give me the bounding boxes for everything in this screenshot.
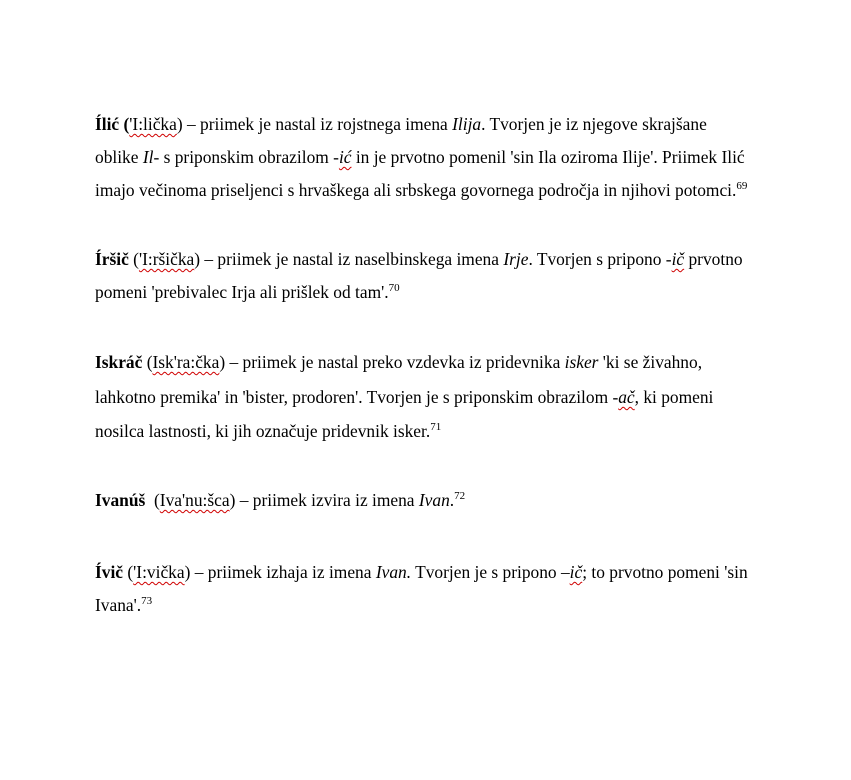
text: Tvorjen je s pripono – xyxy=(411,562,570,582)
text: 'ki se živahno, xyxy=(598,352,703,372)
text: ) – priimek izhaja iz imena xyxy=(184,562,376,582)
entry-line xyxy=(95,484,825,520)
text: ) – priimek je nastal preko vzdevka iz pridevnika xyxy=(219,352,565,372)
entry-line xyxy=(95,346,825,379)
pronunciation: 'I:vička xyxy=(133,562,185,582)
entry-ivic xyxy=(95,556,825,625)
text: . xyxy=(449,490,455,510)
pronunciation: 'I:lička xyxy=(129,114,177,134)
text: ) – priimek je nastal iz naselbinskega imena xyxy=(194,249,504,269)
footnote-ref[interactable]: 73 xyxy=(141,595,153,607)
entry-line xyxy=(95,589,825,625)
text: . Tvorjen je iz njegove skrajšane xyxy=(481,114,707,134)
entry-line xyxy=(95,276,825,312)
suffix: ić xyxy=(338,147,352,167)
text: imajo večinoma priseljenci s hrvaškega ali srbskega govornega področja in njihovi potomci. xyxy=(95,180,737,200)
open-paren: ( xyxy=(145,490,160,510)
document-page xyxy=(95,108,825,625)
text: Ivana'. xyxy=(95,595,142,615)
headword: Ivanúš xyxy=(95,490,146,510)
entry-line xyxy=(95,174,825,210)
headword: Ívič xyxy=(95,562,124,582)
entry-line xyxy=(95,379,825,415)
suffix: ač xyxy=(618,387,635,407)
suffix: ič xyxy=(569,562,583,582)
text: , ki pomeni xyxy=(634,387,714,407)
text: ) – priimek izvira iz imena xyxy=(229,490,419,510)
footnote-ref[interactable]: 69 xyxy=(736,180,748,192)
source-word: isker xyxy=(564,352,599,372)
text: . Tvorjen s pripono - xyxy=(528,249,672,269)
text: ; to prvotno pomeni 'sin xyxy=(582,562,748,582)
entry-line xyxy=(95,556,825,589)
text: pomeni 'prebivalec Irja ali prišlek od tam'. xyxy=(95,282,389,302)
text: s priponskim obrazilom - xyxy=(159,147,339,167)
headword: Iskráč xyxy=(95,352,143,372)
pronunciation: Isk'ra:čka xyxy=(152,352,220,372)
entry-ivanus xyxy=(95,484,825,520)
open-paren: ( xyxy=(119,114,130,134)
footnote-ref[interactable]: 71 xyxy=(430,421,442,433)
source-name: Ilija xyxy=(452,114,482,134)
text: nosilca lastnosti, ki jih označuje pridevnik isker. xyxy=(95,421,431,441)
entry-line xyxy=(95,415,825,451)
text: prvotno xyxy=(684,249,743,269)
text: ) – priimek je nastal iz rojstnega imena xyxy=(176,114,453,134)
source-name: Irje xyxy=(503,249,529,269)
entry-line xyxy=(95,108,825,141)
entry-irsic xyxy=(95,243,825,312)
suffix: ič xyxy=(671,249,685,269)
entry-line xyxy=(95,243,825,276)
text: oblike xyxy=(95,147,143,167)
footnote-ref[interactable]: 70 xyxy=(388,282,400,294)
text: lahkotno premika' in 'bister, prodoren'. Tvorjen je s priponskim obrazilom - xyxy=(95,387,619,407)
open-paren: ( xyxy=(128,249,139,269)
short-form: Il- xyxy=(142,147,160,167)
headword: Ílić xyxy=(95,114,120,134)
footnote-ref[interactable]: 72 xyxy=(454,490,466,502)
entry-ilic xyxy=(95,108,825,210)
entry-iskrac xyxy=(95,346,825,451)
pronunciation: Iva'nu:šca xyxy=(159,490,230,510)
entry-line xyxy=(95,141,825,174)
pronunciation: 'I:ršička xyxy=(138,249,195,269)
headword: Íršič xyxy=(95,249,129,269)
source-name: Ivan. xyxy=(375,562,412,582)
source-name: Ivan xyxy=(418,490,450,510)
text: in je prvotno pomenil 'sin Ila oziroma Ilije'. Priimek Ilić xyxy=(351,147,745,167)
open-paren: ( xyxy=(142,352,153,372)
open-paren: ( xyxy=(123,562,134,582)
